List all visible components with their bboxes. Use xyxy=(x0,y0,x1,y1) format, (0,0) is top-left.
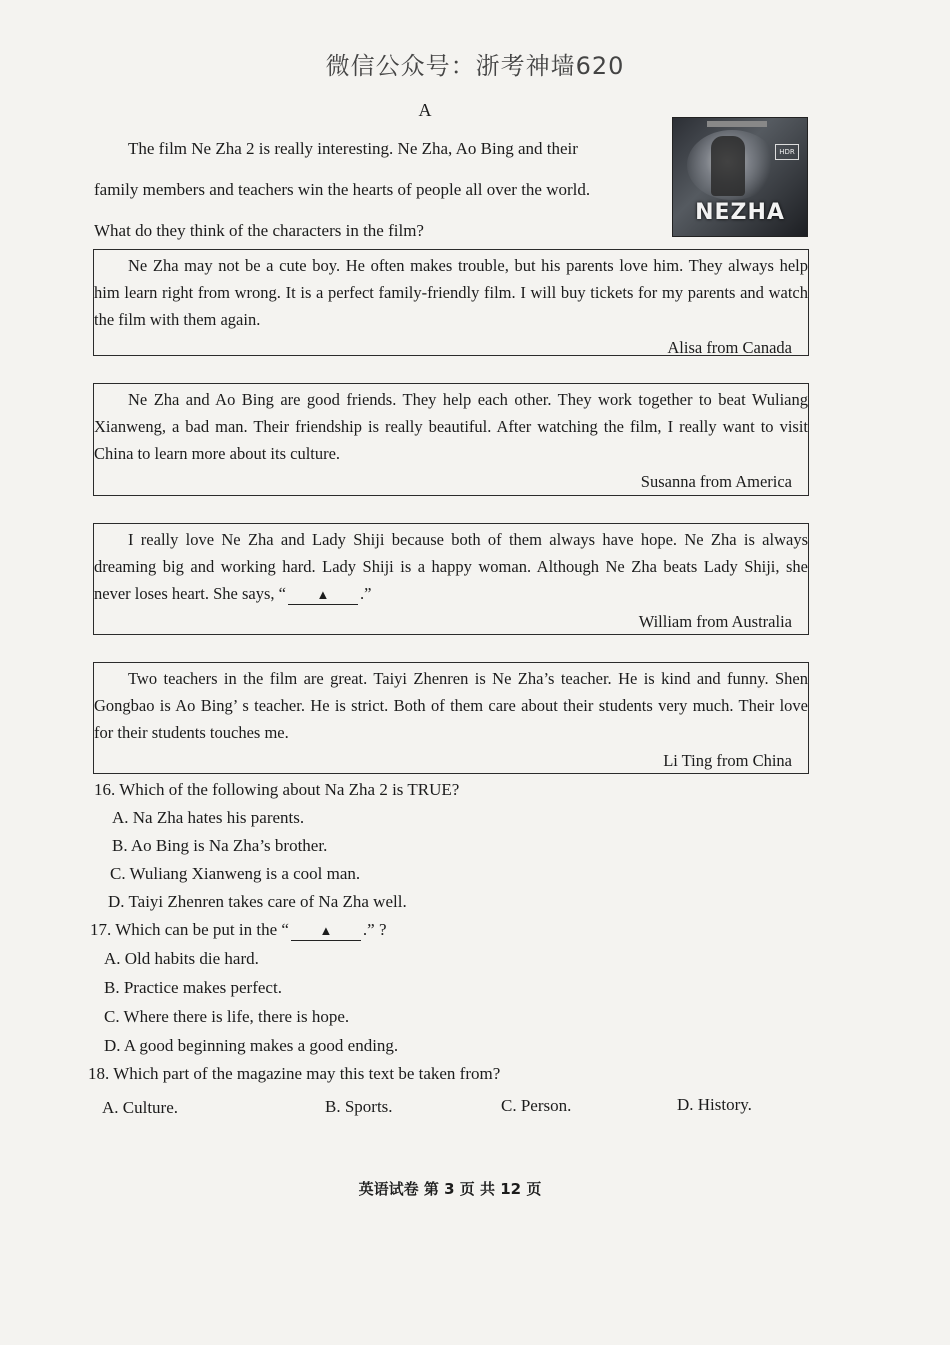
review-author: Li Ting from China xyxy=(663,751,792,770)
review-author: Alisa from Canada xyxy=(667,338,792,357)
review-text: Two teachers in the film are great. Taiyi Zhenren is Ne Zha’s teacher. He is kind and funny. Shen Gongbao is Ao Bing’ s teacher. He is strict. Both of them care about their students very much. Their love for their students touches me. xyxy=(94,669,808,742)
section-letter: A xyxy=(418,100,432,120)
page-footer: 英语试卷 第 3 页 共 12 页 xyxy=(358,1180,542,1198)
review-text: Ne Zha and Ao Bing are good friends. They help each other. They work together to beat Wuliang Xianweng, a bad man. Their friendship is really beautiful. After watching the film, I really want to visit China to learn more about its culture. xyxy=(94,390,808,463)
question-17-stem xyxy=(90,920,387,941)
question-17-text: 17. Which can be put in the “ xyxy=(90,920,289,939)
question-17-option-d: D. A good beginning makes a good ending. xyxy=(104,1036,399,1055)
question-16-option-d: D. Taiyi Zhenren takes care of Na Zha well. xyxy=(108,892,407,911)
review-text-end: .” xyxy=(359,584,372,603)
question-16-option-c: C. Wuliang Xianweng is a cool man. xyxy=(110,864,361,883)
poster-top-bar xyxy=(707,121,767,127)
question-16-option-a: A. Na Zha hates his parents. xyxy=(112,808,305,827)
poster-logo: NEZHA xyxy=(695,200,785,225)
review-text: Ne Zha may not be a cute boy. He often makes trouble, but his parents love him. They always help him learn right from wrong. It is a perfect family-friendly film. I will buy tickets for my parents and watch the film with them again. xyxy=(94,256,808,329)
poster-figure xyxy=(711,136,745,196)
question-16-stem: 16. Which of the following about Na Zha 2 is TRUE? xyxy=(94,780,460,799)
question-18-option-d: D. History. xyxy=(677,1095,752,1114)
question-18-stem: 18. Which part of the magazine may this text be taken from? xyxy=(88,1064,501,1083)
answer-blank: ▲ xyxy=(288,586,358,605)
question-18-option-a: A. Culture. xyxy=(102,1098,179,1117)
intro-line: family members and teachers win the hearts of people all over the world. xyxy=(94,180,591,199)
review-author: Susanna from America xyxy=(640,472,792,491)
answer-blank: ▲ xyxy=(291,922,361,941)
review-author: William from Australia xyxy=(638,612,792,631)
question-17-option-a: A. Old habits die hard. xyxy=(104,949,259,968)
review-text: I really love Ne Zha and Lady Shiji because both of them always have hope. Ne Zha is always dreaming big and working hard. Lady Shiji is a happy woman. Although Ne Zha beats Lady Shiji, she never loses heart. She says, “ xyxy=(94,530,808,603)
intro-paragraph xyxy=(94,128,664,251)
question-17-text-end: .” ? xyxy=(362,920,387,939)
question-17-option-b: B. Practice makes perfect. xyxy=(104,978,282,997)
film-poster-image xyxy=(672,117,808,237)
review-box-alisa xyxy=(93,249,809,356)
question-16-option-b: B. Ao Bing is Na Zha’s brother. xyxy=(112,836,328,855)
review-box-susanna xyxy=(93,383,809,496)
watermark-text: 微信公众号：浙考神墙620 xyxy=(325,52,625,80)
intro-line: What do they think of the characters in the film? xyxy=(94,221,424,240)
review-box-liting xyxy=(93,662,809,774)
review-box-william xyxy=(93,523,809,635)
poster-hdr-badge: HDR xyxy=(775,144,799,160)
question-18-option-b: B. Sports. xyxy=(325,1097,393,1116)
intro-line: The film Ne Zha 2 is really interesting. Ne Zha, Ao Bing and their xyxy=(128,139,578,158)
question-17-option-c: C. Where there is life, there is hope. xyxy=(104,1007,350,1026)
question-18-option-c: C. Person. xyxy=(501,1096,572,1115)
